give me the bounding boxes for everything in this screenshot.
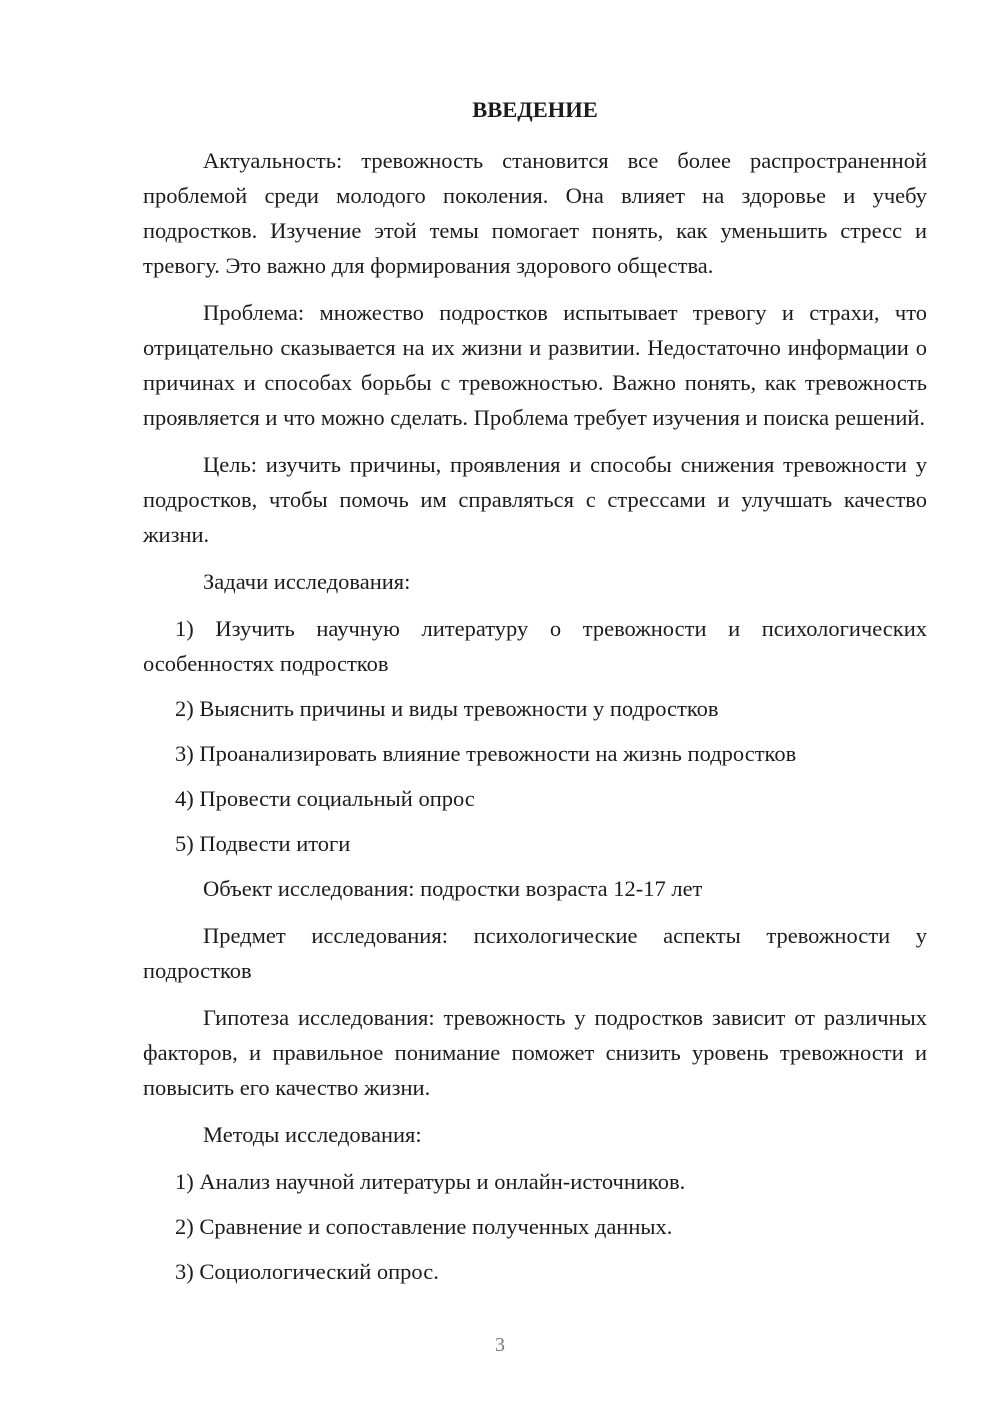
method-item: 2) Сравнение и сопоставление полученных данных. xyxy=(175,1214,673,1239)
methods-heading: Методы исследования: xyxy=(203,1122,422,1147)
subject-paragraph: Предмет исследования: психологические аспекты тревожности у подростков xyxy=(143,923,927,983)
task-item: 4) Провести социальный опрос xyxy=(175,786,475,811)
hypothesis-paragraph: Гипотеза исследования: тревожность у подростков зависит от различных факторов, и правильное понимание поможет снизить уровень тревожности и повысить его качество жизни. xyxy=(143,1005,927,1100)
relevance-paragraph: Актуальность: тревожность становится все более распространенной проблемой среди молодого поколения. Она влияет на здоровье и учебу подростков. Изучение этой темы помогает понять, как уменьшить стресс и тревогу. Это важно для формирования здорового общества. xyxy=(143,148,927,278)
task-item: 5) Подвести итоги xyxy=(175,831,351,856)
section-title: ВВЕДЕНИЕ xyxy=(472,97,598,122)
task-item: 1) Изучить научную литературу о тревожности и психологических особенностях подростков xyxy=(143,616,927,676)
tasks-heading: Задачи исследования: xyxy=(203,569,411,594)
method-item: 3) Социологический опрос. xyxy=(175,1259,439,1284)
problem-paragraph: Проблема: множество подростков испытывает тревогу и страхи, что отрицательно сказывается на их жизни и развитии. Недостаточно информации о причинах и способах борьбы с тревожностью. Важно понять, как тревожность проявляется и что можно сделать. Проблема требует изучения и поиска решений. xyxy=(143,300,927,430)
page-number: 3 xyxy=(495,1334,505,1356)
method-item: 1) Анализ научной литературы и онлайн-источников. xyxy=(175,1169,686,1194)
object-paragraph: Объект исследования: подростки возраста 12-17 лет xyxy=(203,876,703,901)
task-item: 2) Выяснить причины и виды тревожности у подростков xyxy=(175,696,719,721)
task-item: 3) Проанализировать влияние тревожности на жизнь подростков xyxy=(175,741,797,766)
goal-paragraph: Цель: изучить причины, проявления и способы снижения тревожности у подростков, чтобы помочь им справляться с стрессами и улучшать качество жизни. xyxy=(143,452,927,547)
document-body xyxy=(143,92,927,1299)
